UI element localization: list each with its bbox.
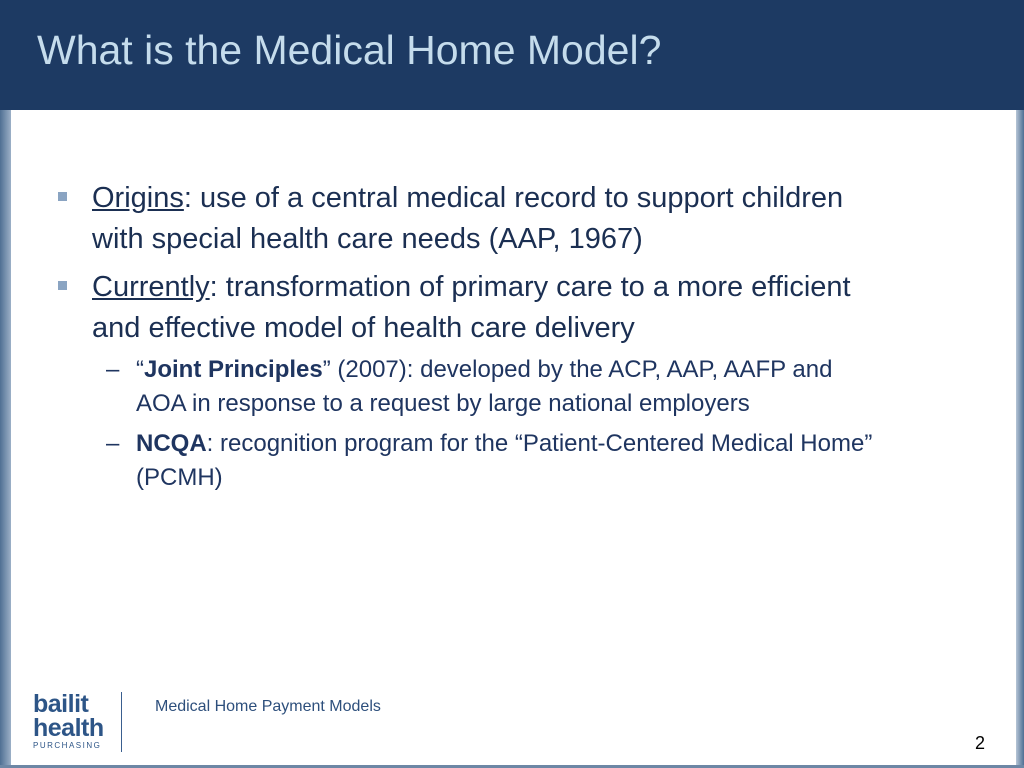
square-bullet-icon bbox=[58, 281, 67, 290]
bailit-health-logo bbox=[33, 692, 113, 752]
bullet-currently bbox=[56, 267, 886, 349]
footer-text: Medical Home Payment Models bbox=[155, 698, 381, 715]
logo-divider bbox=[121, 692, 122, 752]
title-bar bbox=[0, 0, 1024, 110]
frame-right-border bbox=[1016, 110, 1024, 768]
sub-bullet-term: Joint Principles bbox=[144, 356, 323, 383]
sub-bullet-list bbox=[102, 353, 886, 495]
bullet-origins bbox=[56, 178, 886, 260]
sub-bullet-term: NCQA bbox=[136, 430, 207, 457]
slide-title: What is the Medical Home Model? bbox=[37, 27, 662, 73]
square-bullet-icon bbox=[58, 192, 67, 201]
sub-bullet-open-quote: “ bbox=[136, 356, 144, 383]
bullet-term: Origins bbox=[92, 182, 184, 214]
slide-content bbox=[56, 178, 886, 501]
sub-bullet-ncqa bbox=[102, 427, 886, 495]
sub-bullet-joint-principles bbox=[102, 353, 886, 421]
logo-line1: bailit bbox=[33, 690, 89, 718]
bullet-text: : use of a central medical record to support children with special health care needs (AAP, 1967) bbox=[92, 182, 844, 255]
sub-bullet-text: ” (2007): developed by the ACP, AAP, AAFP and AOA in response to a request by large national employers bbox=[136, 356, 833, 417]
bullet-text: : transformation of primary care to a more efficient and effective model of health care delivery bbox=[92, 271, 851, 344]
frame-left-border bbox=[0, 110, 11, 768]
logo-line2: health bbox=[33, 714, 104, 742]
dash-bullet-icon: – bbox=[106, 356, 120, 383]
page-number: 2 bbox=[975, 733, 986, 753]
dash-bullet-icon: – bbox=[106, 430, 120, 457]
logo-line3: PURCHASING bbox=[33, 741, 102, 750]
sub-bullet-text: : recognition program for the “Patient-Centered Medical Home” (PCMH) bbox=[136, 430, 873, 491]
bullet-term: Currently bbox=[92, 271, 210, 303]
